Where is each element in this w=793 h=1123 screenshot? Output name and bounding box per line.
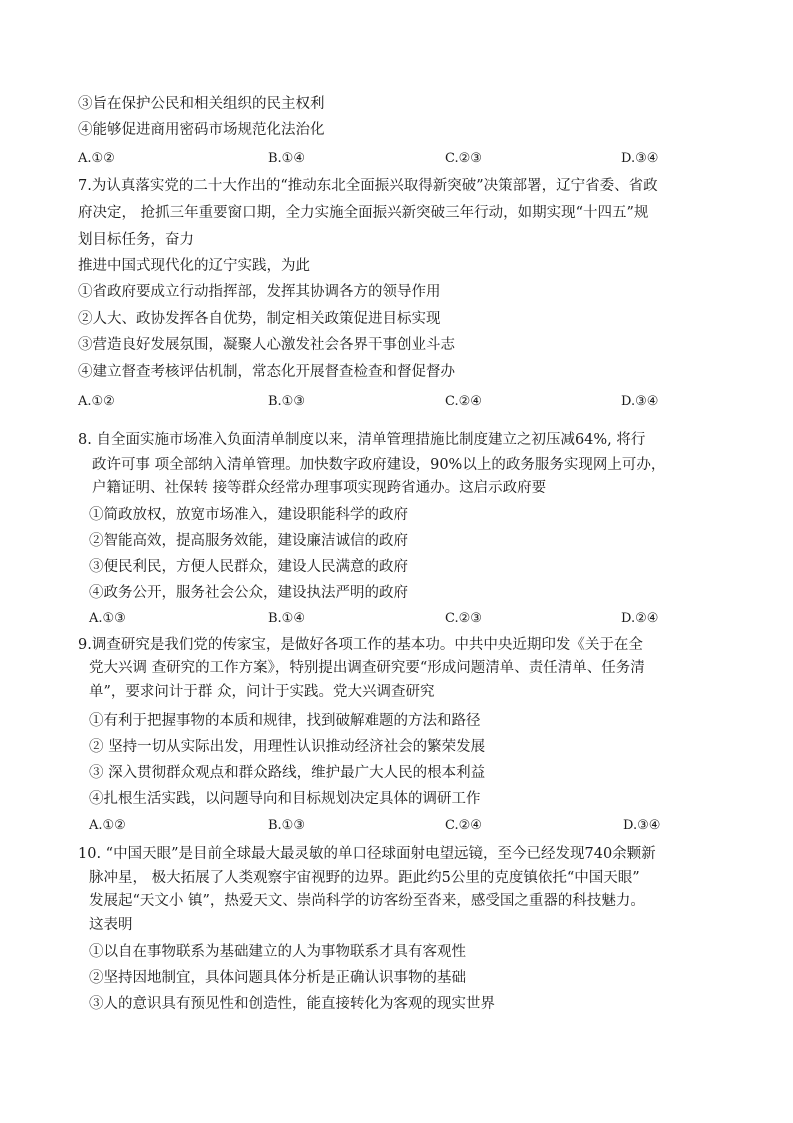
q8-stem-line-1: 8. 自全面实施市场准入负面清单制度以来，清单管理措施比制度建立之初压减64%, 将行 [78,432,646,448]
q6-statement-3: ③旨在保护公民和相关组织的民主权利 [78,96,325,112]
q10-stem-line-4: 这表明 [89,917,133,933]
q7-statement-2: ②人大、政协发挥各自优势，制定相关政策促进目标实现 [78,311,441,327]
q7-statement-3: ③营造良好发展氛围，凝聚人心激发社会各界干事创业斗志 [78,337,455,353]
q7-stem-line-2: 府决定， 抢抓三年重要窗口期，全力实施全面振兴新突破三年行动，如期实现“十四五”规 [78,205,649,221]
q9-option-b: B.①③ [268,818,305,833]
q9-option-a: A.①② [89,818,126,833]
q8-option-c: C.②③ [445,611,482,626]
q10-statement-2: ②坚持因地制宜，具体问题具体分析是正确认识事物的基础 [89,970,466,986]
q7-stem-line-4: 推进中国式现代化的辽宁实践，为此 [78,258,310,274]
q9-option-d: D.③④ [623,818,661,833]
q7-stem-line-1: 7.为认真落实党的二十大作出的“推动东北全面振兴取得新突破”决策部署，辽宁省委、省政 [78,178,658,194]
q7-option-d: D.③④ [621,394,659,409]
q6-option-d: D.③④ [621,151,659,166]
q8-statement-3: ③便民利民，方便人民群众，建设人民满意的政府 [89,559,408,575]
q9-stem-line-3: 单”，要求问计于群 众，问计于实践。党大兴调查研究 [89,684,435,700]
q7-stem-line-3: 划目标任务，奋力 [78,232,194,248]
q10-statement-3: ③人的意识具有预见性和创造性，能直接转化为客观的现实世界 [89,996,495,1012]
q9-stem-line-1: 9.调查研究是我们党的传家宝，是做好各项工作的基本功。中共中央近期印发《关于在全 [78,637,643,653]
q8-option-a: A.①③ [89,611,126,626]
q9-option-c: C.②④ [445,818,482,833]
q10-stem-line-1: 10. “中国天眼”是目前全球最大最灵敏的单口径球面射电望远镜，至今已经发现740余颗新 [78,846,656,862]
q10-stem-line-3: 发展起“天文小 镇”，热爱天文、崇尚科学的访客纷至沓来，感受国之重器的科技魅力。 [89,893,645,909]
q8-option-b: B.①④ [268,611,305,626]
q8-option-d: D.②④ [621,611,659,626]
q8-stem-line-2: 政许可事 项全部纳入清单管理。加快数字政府建设，90%以上的政务服务实现网上可办， [92,457,666,473]
q7-option-c: C.②④ [445,394,482,409]
q8-statement-1: ①简政放权，放宽市场准入，建设职能科学的政府 [89,507,408,523]
q7-option-a: A.①② [78,394,115,409]
q6-option-c: C.②③ [445,151,482,166]
q6-option-a: A.①② [78,151,115,166]
q6-option-b: B.①④ [268,151,305,166]
q9-statement-1: ①有利于把握事物的本质和规律，找到破解难题的方法和路径 [89,713,481,729]
q10-stem-line-2: 脉冲星， 极大拓展了人类观察宇宙视野的边界。距此约5公里的克度镇依托“中国天眼” [89,870,640,886]
q10-statement-1: ①以自在事物联系为基础建立的人为事物联系才具有客观性 [89,944,466,960]
q8-statement-4: ④政务公开，服务社会公众，建设执法严明的政府 [89,585,408,601]
q9-statement-2: ② 坚持一切从实际出发，用理性认识推动经济社会的繁荣发展 [89,739,486,755]
q9-statement-4: ④扎根生活实践，以问题导向和目标规划决定具体的调研工作 [89,791,481,807]
q8-stem-line-3: 户籍证明、社保转 接等群众经常办理事项实现跨省通办。这启示政府要 [92,480,547,496]
q7-option-b: B.①③ [268,394,305,409]
q6-statement-4: ④能够促进商用密码市场规范化法治化 [78,122,325,138]
q7-statement-1: ①省政府要成立行动指挥部，发挥其协调各方的领导作用 [78,284,441,300]
q9-stem-line-2: 党大兴调 查研究的工作方案》，特别提出调查研究要“形成问题清单、责任清单、任务清 [89,660,645,676]
q7-statement-4: ④建立督查考核评估机制，常态化开展督查检查和督促督办 [78,364,455,380]
q9-statement-3: ③ 深入贯彻群众观点和群众路线，维护最广大人民的根本利益 [89,765,486,781]
q8-statement-2: ②智能高效，提高服务效能，建设廉洁诚信的政府 [89,533,408,549]
